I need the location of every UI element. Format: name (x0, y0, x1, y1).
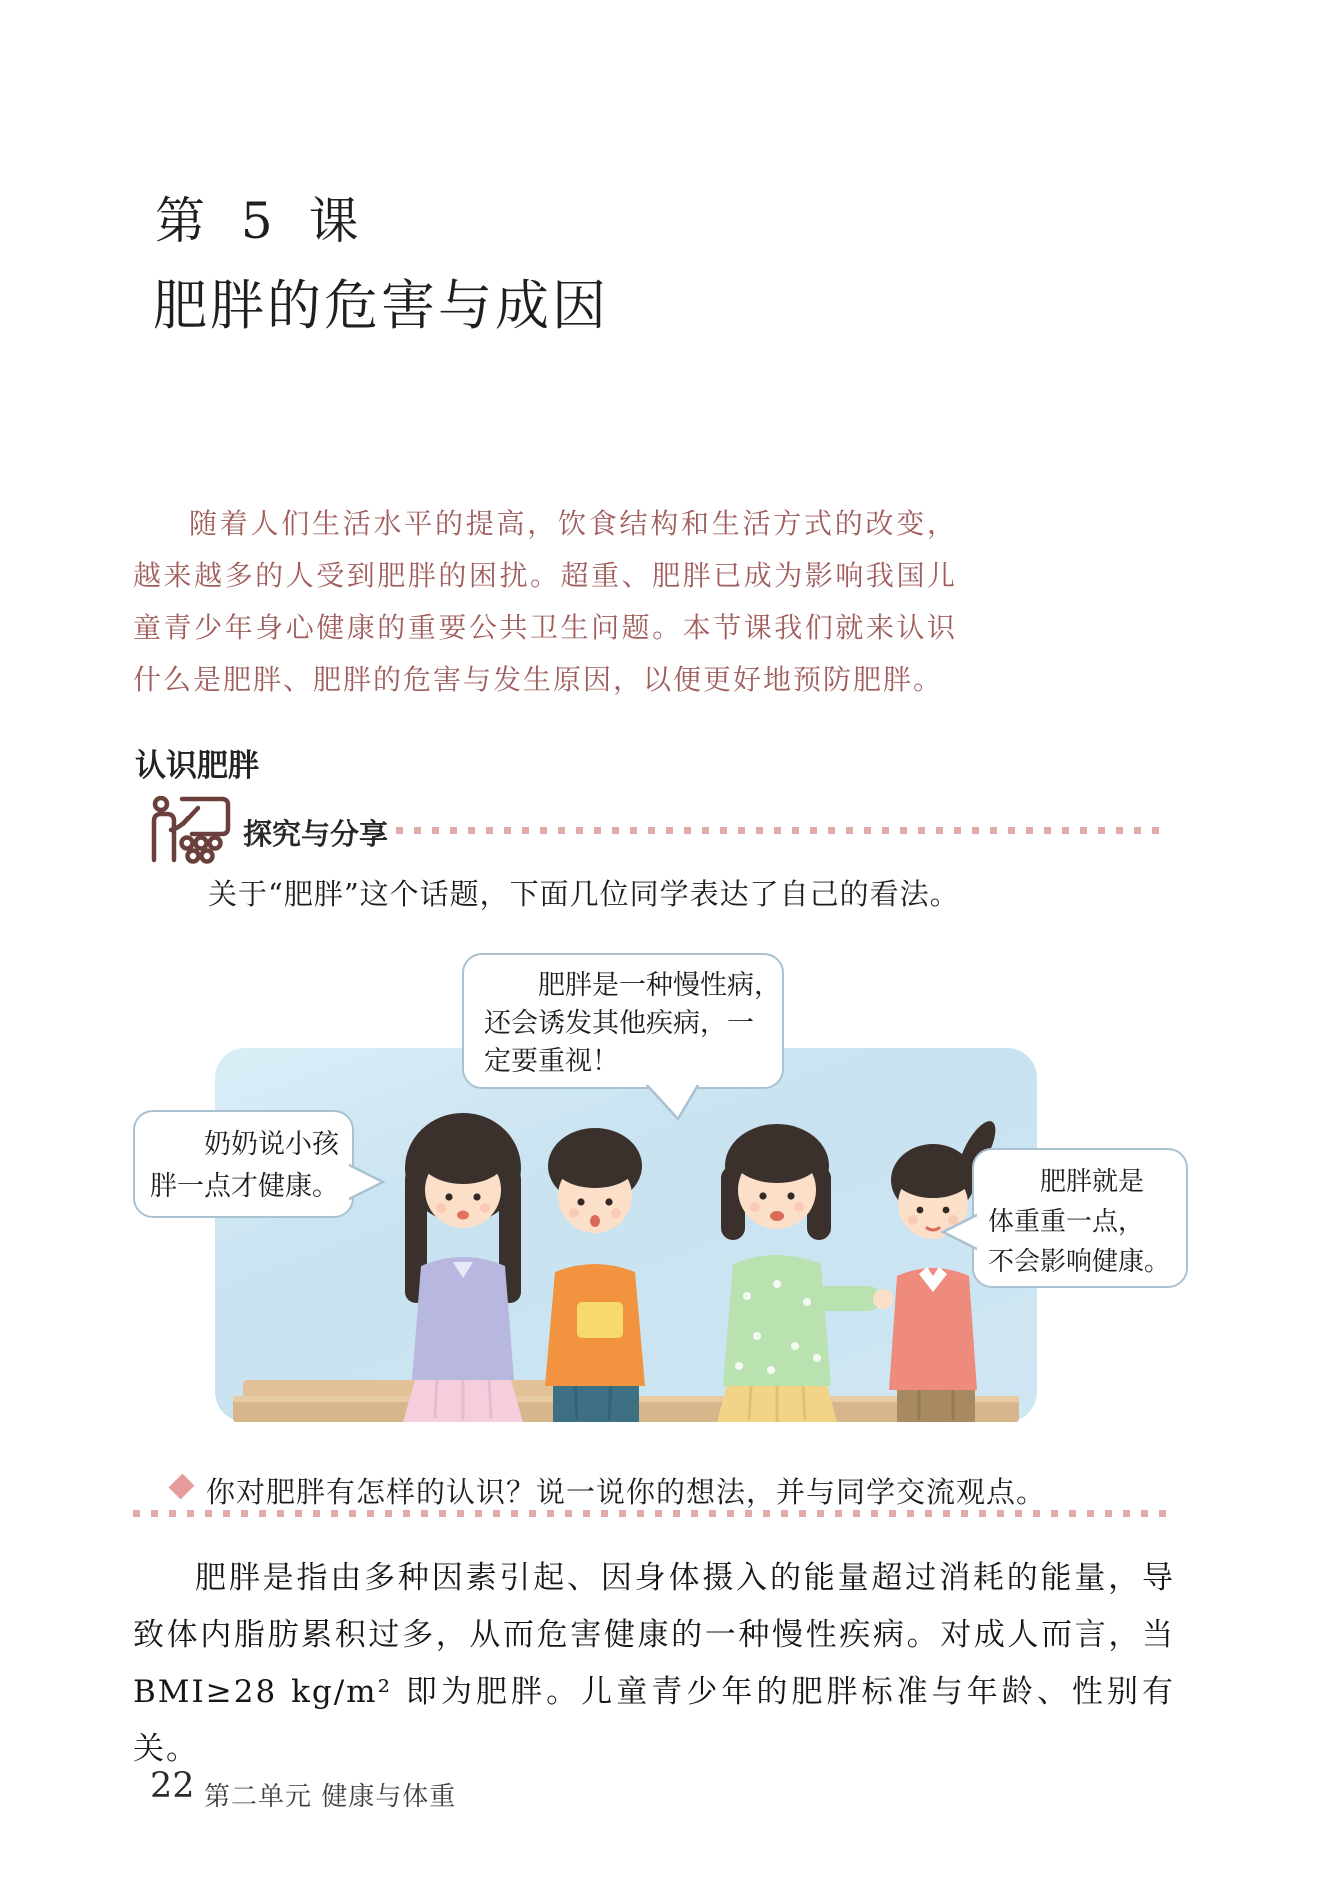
bubble-tail (644, 1085, 702, 1123)
presenter-board-icon (150, 796, 232, 864)
bubble-text-line: 体重重一点， (988, 1207, 1145, 1237)
diamond-bullet-icon (169, 1474, 195, 1500)
activity-label: 探究与分享 (243, 817, 389, 851)
dotted-divider-top (396, 827, 1168, 834)
lesson-number-title: 第 5 课 (155, 192, 369, 250)
bubble-text-line: 奶奶说小孩 (204, 1129, 339, 1160)
student-girl-green (717, 1124, 893, 1422)
student-boy-orange (545, 1128, 645, 1422)
bubble-text-line: 还会诱发其他疾病，一 (484, 1008, 754, 1039)
bubble-text-line: 胖一点才健康。 (150, 1171, 339, 1202)
activity-lead-in: 关于“肥胖”这个话题，下面几位同学表达了自己的看法。 (208, 877, 960, 911)
page-number: 22 (150, 1766, 195, 1806)
speech-bubble-left (133, 1110, 354, 1218)
bubble-text-line: 肥胖就是 (1040, 1167, 1145, 1197)
bubble-tail (939, 1212, 977, 1252)
unit-label: 第二单元 健康与体重 (204, 1782, 457, 1812)
bubble-text-line: 不会影响健康。 (988, 1247, 1171, 1277)
discussion-prompt: 你对肥胖有怎样的认识？说一说你的想法，并与同学交流观点。 (206, 1475, 1047, 1509)
lesson-title: 肥胖的危害与成因 (153, 274, 609, 337)
student-girl-lavender (403, 1113, 523, 1422)
intro-paragraph: 随着人们生活水平的提高，饮食结构和生活方式的改变，越来越多的人受到肥胖的困扰。超重、肥胖已成为影响我国儿童青少年身心健康的重要公共卫生问题。本节课我们就来认识什么是肥胖、肥胖的危害与发生原因，以便更好地预防肥胖。 (133, 507, 957, 696)
speech-bubble-top (462, 953, 784, 1089)
bubble-text-line: 肥胖是一种慢性病， (538, 970, 781, 1001)
body-paragraph: 肥胖是指由多种因素引起、因身体摄入的能量超过消耗的能量，导致体内脂肪累积过多，从而危害健康的一种慢性疾病。对成人而言，当 BMI≥28 kg/m² 即为肥胖。儿童青少年的肥胖标准与年龄、性别有关。 (133, 1560, 1175, 1767)
bubble-tail (349, 1162, 387, 1202)
section-heading: 认识肥胖 (135, 748, 259, 784)
students-scene (215, 1048, 1037, 1422)
students-illustration (215, 1048, 1037, 1422)
dotted-divider-bottom (133, 1510, 1168, 1517)
speech-bubble-right (972, 1148, 1188, 1288)
bubble-text-line: 定要重视！ (484, 1046, 619, 1077)
